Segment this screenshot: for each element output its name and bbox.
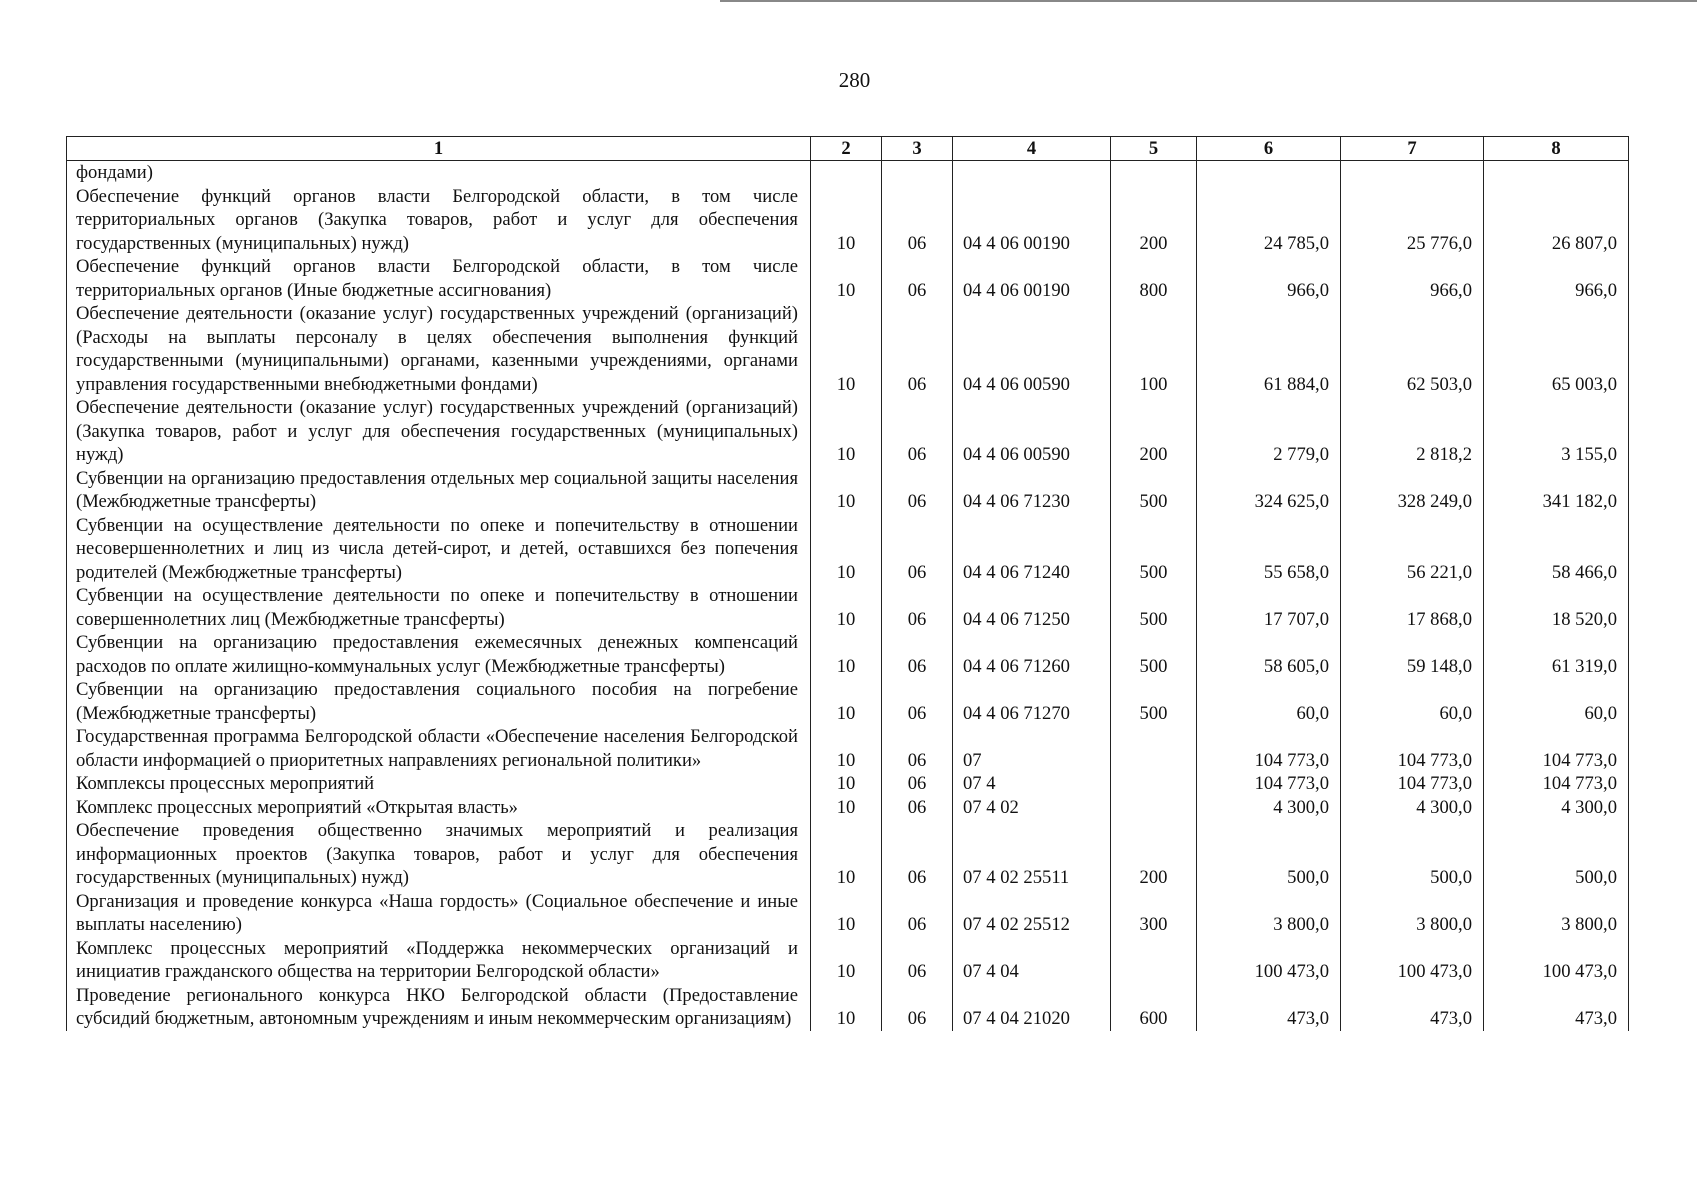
- row-section: 10: [811, 772, 882, 796]
- row-section: 10: [811, 937, 882, 984]
- table-row: [67, 984, 1629, 1031]
- row-target-code: 07 4 02 25511: [953, 819, 1111, 890]
- row-name: Субвенции на организацию предоставления социального пособия на погребение (Межбюджетные трансферты): [67, 678, 811, 725]
- row-amount-year2: 56 221,0: [1341, 514, 1484, 585]
- row-target-code: 04 4 06 00590: [953, 396, 1111, 467]
- row-section: 10: [811, 514, 882, 585]
- budget-table: [66, 136, 1629, 1031]
- row-target-code: 07 4 04: [953, 937, 1111, 984]
- row-amount-year3: 500,0: [1484, 819, 1629, 890]
- row-amount-year2: 25 776,0: [1341, 185, 1484, 256]
- row-amount-year3: 65 003,0: [1484, 302, 1629, 396]
- row-name: Обеспечение проведения общественно значимых мероприятий и реализация информационных проектов (Закупка товаров, работ и услуг для обеспечения государственных (муниципальных) нужд): [67, 819, 811, 890]
- row-expense-type: [1111, 725, 1197, 772]
- row-amount-year2: 328 249,0: [1341, 467, 1484, 514]
- row-name: Субвенции на осуществление деятельности по опеке и попечительству в отношении совершеннолетних лиц (Межбюджетные трансферты): [67, 584, 811, 631]
- header-row: [67, 137, 1629, 161]
- row-target-code: 04 4 06 00590: [953, 302, 1111, 396]
- row-section: 10: [811, 678, 882, 725]
- row-amount-year1: 324 625,0: [1197, 467, 1341, 514]
- row-subsection: 06: [882, 302, 953, 396]
- row-subsection: 06: [882, 772, 953, 796]
- row-section: 10: [811, 467, 882, 514]
- header-col-3: 3: [882, 137, 953, 161]
- row-section: 10: [811, 255, 882, 302]
- row-subsection: 06: [882, 255, 953, 302]
- row-amount-year1: 104 773,0: [1197, 725, 1341, 772]
- row-name: Комплекс процессных мероприятий «Поддержка некоммерческих организаций и инициатив гражданского общества на территории Белгородской области»: [67, 937, 811, 984]
- row-amount-year1: 500,0: [1197, 819, 1341, 890]
- row-section: [811, 161, 882, 185]
- table-row: [67, 467, 1629, 514]
- row-target-code: 07 4: [953, 772, 1111, 796]
- row-name: Субвенции на организацию предоставления отдельных мер социальной защиты населения (Межбюджетные трансферты): [67, 467, 811, 514]
- row-amount-year3: 104 773,0: [1484, 772, 1629, 796]
- row-name: Субвенции на осуществление деятельности по опеке и попечительству в отношении несовершеннолетних и лиц из числа детей-сирот, и детей, оставшихся без попечения родителей (Межбюджетные трансферты): [67, 514, 811, 585]
- table-row: [67, 584, 1629, 631]
- row-amount-year3: 3 155,0: [1484, 396, 1629, 467]
- row-subsection: 06: [882, 396, 953, 467]
- row-amount-year1: 473,0: [1197, 984, 1341, 1031]
- row-section: 10: [811, 396, 882, 467]
- table-row: [67, 302, 1629, 396]
- row-amount-year3: 3 800,0: [1484, 890, 1629, 937]
- row-amount-year2: 59 148,0: [1341, 631, 1484, 678]
- row-amount-year1: 104 773,0: [1197, 772, 1341, 796]
- header-col-4: 4: [953, 137, 1111, 161]
- table-row: [67, 937, 1629, 984]
- table-row: [67, 819, 1629, 890]
- row-expense-type: 300: [1111, 890, 1197, 937]
- header-col-5: 5: [1111, 137, 1197, 161]
- row-name: Субвенции на организацию предоставления ежемесячных денежных компенсаций расходов по оплате жилищно-коммунальных услуг (Межбюджетные трансферты): [67, 631, 811, 678]
- row-subsection: 06: [882, 984, 953, 1031]
- header-col-1: 1: [67, 137, 811, 161]
- row-target-code: [953, 161, 1111, 185]
- table-row: [67, 161, 1629, 185]
- row-amount-year3: 61 319,0: [1484, 631, 1629, 678]
- row-expense-type: [1111, 796, 1197, 820]
- row-amount-year2: 4 300,0: [1341, 796, 1484, 820]
- row-amount-year2: 500,0: [1341, 819, 1484, 890]
- row-section: 10: [811, 584, 882, 631]
- row-target-code: 07 4 02 25512: [953, 890, 1111, 937]
- row-name: Организация и проведение конкурса «Наша гордость» (Социальное обеспечение и иные выплаты населению): [67, 890, 811, 937]
- row-expense-type: 500: [1111, 514, 1197, 585]
- row-subsection: 06: [882, 890, 953, 937]
- row-section: 10: [811, 185, 882, 256]
- row-subsection: 06: [882, 514, 953, 585]
- row-expense-type: 800: [1111, 255, 1197, 302]
- row-amount-year3: 104 773,0: [1484, 725, 1629, 772]
- row-target-code: 04 4 06 71260: [953, 631, 1111, 678]
- row-amount-year1: 61 884,0: [1197, 302, 1341, 396]
- row-target-code: 04 4 06 71250: [953, 584, 1111, 631]
- row-amount-year2: 17 868,0: [1341, 584, 1484, 631]
- row-expense-type: 500: [1111, 631, 1197, 678]
- row-amount-year2: 2 818,2: [1341, 396, 1484, 467]
- row-section: 10: [811, 302, 882, 396]
- row-amount-year1: 4 300,0: [1197, 796, 1341, 820]
- row-amount-year2: 3 800,0: [1341, 890, 1484, 937]
- row-target-code: 07 4 02: [953, 796, 1111, 820]
- row-amount-year1: [1197, 161, 1341, 185]
- row-subsection: 06: [882, 725, 953, 772]
- row-amount-year2: 100 473,0: [1341, 937, 1484, 984]
- row-amount-year3: 100 473,0: [1484, 937, 1629, 984]
- row-section: 10: [811, 796, 882, 820]
- table-row: [67, 514, 1629, 585]
- table-row: [67, 890, 1629, 937]
- row-amount-year2: 60,0: [1341, 678, 1484, 725]
- row-name: Обеспечение функций органов власти Белгородской области, в том числе территориальных органов (Закупка товаров, работ и услуг для обеспечения государственных (муниципальных) нужд): [67, 185, 811, 256]
- row-name: Государственная программа Белгородской области «Обеспечение населения Белгородской области информацией о приоритетных направлениях региональной политики»: [67, 725, 811, 772]
- row-name: Комплекс процессных мероприятий «Открытая власть»: [67, 796, 811, 820]
- row-name: Обеспечение деятельности (оказание услуг) государственных учреждений (организаций) (Закупка товаров, работ и услуг для обеспечения государственных (муниципальных) нужд): [67, 396, 811, 467]
- table-row: [67, 631, 1629, 678]
- row-subsection: 06: [882, 584, 953, 631]
- table-row: [67, 772, 1629, 796]
- row-expense-type: [1111, 772, 1197, 796]
- table-row: [67, 185, 1629, 256]
- row-expense-type: [1111, 161, 1197, 185]
- page-number: 280: [838, 68, 871, 92]
- row-target-code: 04 4 06 71230: [953, 467, 1111, 514]
- row-amount-year1: 55 658,0: [1197, 514, 1341, 585]
- row-expense-type: [1111, 937, 1197, 984]
- row-section: 10: [811, 631, 882, 678]
- row-amount-year3: 341 182,0: [1484, 467, 1629, 514]
- row-amount-year2: 966,0: [1341, 255, 1484, 302]
- row-target-code: 04 4 06 00190: [953, 185, 1111, 256]
- row-expense-type: 600: [1111, 984, 1197, 1031]
- header-col-7: 7: [1341, 137, 1484, 161]
- row-section: 10: [811, 819, 882, 890]
- row-name: фондами): [67, 161, 811, 185]
- row-amount-year3: [1484, 161, 1629, 185]
- row-expense-type: 500: [1111, 584, 1197, 631]
- row-target-code: 07 4 04 21020: [953, 984, 1111, 1031]
- table-body: [67, 161, 1629, 1031]
- table-header: [67, 137, 1629, 161]
- row-subsection: 06: [882, 631, 953, 678]
- row-expense-type: 100: [1111, 302, 1197, 396]
- row-target-code: 04 4 06 71270: [953, 678, 1111, 725]
- row-amount-year1: 58 605,0: [1197, 631, 1341, 678]
- row-amount-year1: 100 473,0: [1197, 937, 1341, 984]
- row-target-code: 07: [953, 725, 1111, 772]
- header-col-8: 8: [1484, 137, 1629, 161]
- row-amount-year1: 24 785,0: [1197, 185, 1341, 256]
- row-expense-type: 200: [1111, 396, 1197, 467]
- table-row: [67, 678, 1629, 725]
- row-amount-year3: 58 466,0: [1484, 514, 1629, 585]
- top-scan-rule: [720, 0, 1697, 2]
- row-amount-year1: 966,0: [1197, 255, 1341, 302]
- row-amount-year2: 104 773,0: [1341, 772, 1484, 796]
- row-target-code: 04 4 06 71240: [953, 514, 1111, 585]
- row-amount-year1: 60,0: [1197, 678, 1341, 725]
- row-amount-year2: [1341, 161, 1484, 185]
- row-expense-type: 200: [1111, 185, 1197, 256]
- row-expense-type: 200: [1111, 819, 1197, 890]
- row-amount-year1: 3 800,0: [1197, 890, 1341, 937]
- row-section: 10: [811, 984, 882, 1031]
- row-amount-year3: 26 807,0: [1484, 185, 1629, 256]
- row-amount-year2: 104 773,0: [1341, 725, 1484, 772]
- row-amount-year1: 2 779,0: [1197, 396, 1341, 467]
- row-expense-type: 500: [1111, 467, 1197, 514]
- row-subsection: 06: [882, 819, 953, 890]
- row-section: 10: [811, 725, 882, 772]
- row-name: Обеспечение деятельности (оказание услуг) государственных учреждений (организаций) (Расходы на выплаты персоналу в целях обеспечения выполнения функций государственными (муниципальными) органами, казенными учреждениями, органами управления государственными внебюджетными фондами): [67, 302, 811, 396]
- row-amount-year1: 17 707,0: [1197, 584, 1341, 631]
- row-subsection: 06: [882, 185, 953, 256]
- row-name: Проведение регионального конкурса НКО Белгородской области (Предоставление субсидий бюджетным, автономным учреждениям и иным некоммерческим организациям): [67, 984, 811, 1031]
- table-row: [67, 796, 1629, 820]
- row-subsection: [882, 161, 953, 185]
- row-amount-year3: 60,0: [1484, 678, 1629, 725]
- row-target-code: 04 4 06 00190: [953, 255, 1111, 302]
- row-amount-year3: 473,0: [1484, 984, 1629, 1031]
- row-amount-year2: 473,0: [1341, 984, 1484, 1031]
- table-row: [67, 255, 1629, 302]
- row-amount-year2: 62 503,0: [1341, 302, 1484, 396]
- row-expense-type: 500: [1111, 678, 1197, 725]
- table-row: [67, 396, 1629, 467]
- row-subsection: 06: [882, 467, 953, 514]
- row-name: Обеспечение функций органов власти Белгородской области, в том числе территориальных органов (Иные бюджетные ассигнования): [67, 255, 811, 302]
- row-amount-year3: 966,0: [1484, 255, 1629, 302]
- header-col-6: 6: [1197, 137, 1341, 161]
- row-subsection: 06: [882, 937, 953, 984]
- table-row: [67, 725, 1629, 772]
- row-section: 10: [811, 890, 882, 937]
- row-name: Комплексы процессных мероприятий: [67, 772, 811, 796]
- header-col-2: 2: [811, 137, 882, 161]
- row-subsection: 06: [882, 678, 953, 725]
- row-subsection: 06: [882, 796, 953, 820]
- row-amount-year3: 4 300,0: [1484, 796, 1629, 820]
- row-amount-year3: 18 520,0: [1484, 584, 1629, 631]
